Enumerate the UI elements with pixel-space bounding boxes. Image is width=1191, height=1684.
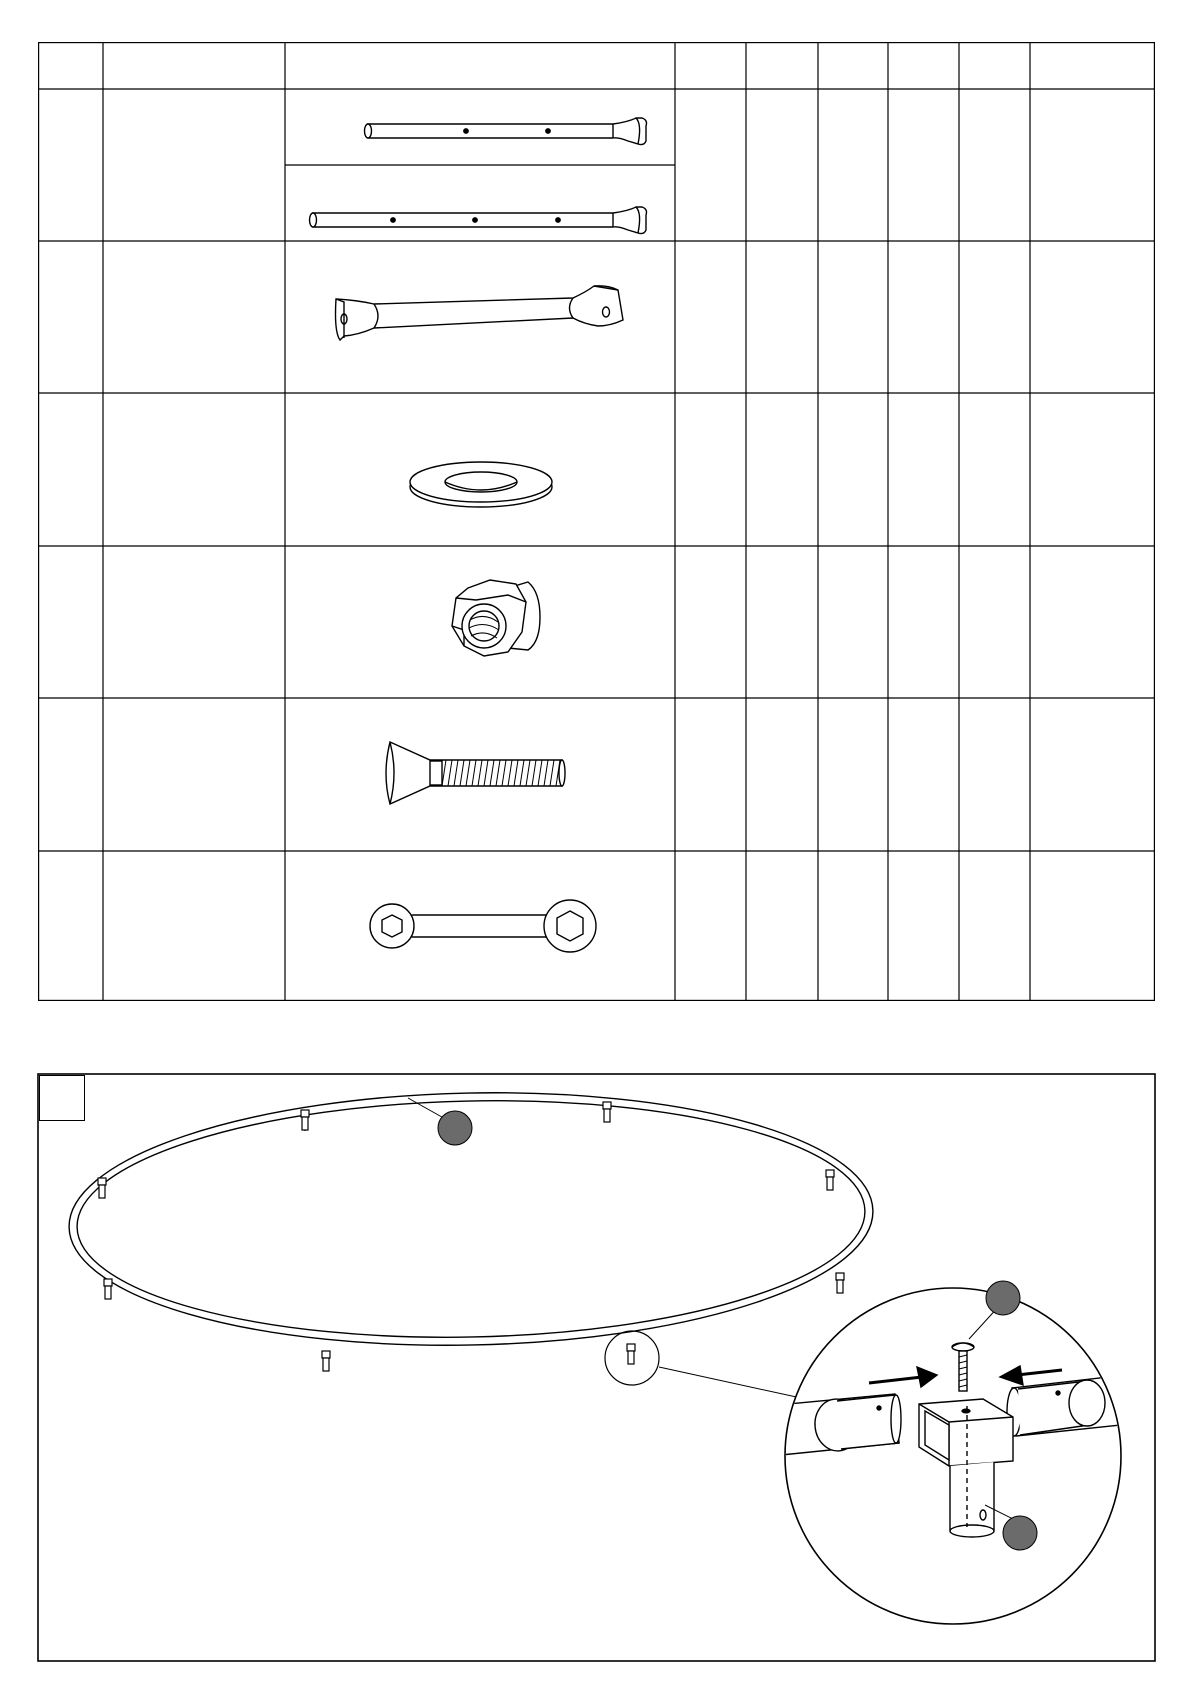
parts-table-grid bbox=[38, 42, 1155, 1001]
socket-2 bbox=[603, 1102, 611, 1122]
assembly-step-panel bbox=[37, 1073, 1156, 1662]
leg-brace-icon bbox=[336, 286, 624, 340]
tube-short-icon bbox=[365, 118, 647, 145]
socket-1 bbox=[301, 1110, 309, 1131]
socket-3 bbox=[98, 1178, 106, 1198]
parts-table bbox=[38, 42, 1155, 1001]
socket-7 bbox=[322, 1351, 330, 1371]
socket-6 bbox=[836, 1273, 844, 1293]
socket-4 bbox=[826, 1170, 834, 1190]
bolt-callout bbox=[986, 1281, 1020, 1315]
wrench-icon bbox=[370, 900, 596, 952]
socket-5 bbox=[104, 1279, 112, 1299]
leg-callout bbox=[1003, 1516, 1037, 1550]
washer-icon bbox=[410, 462, 552, 507]
assembly-diagram bbox=[37, 1073, 1156, 1662]
tube-long-icon bbox=[310, 207, 647, 234]
carriage-bolt-icon bbox=[386, 742, 565, 804]
socket-8 bbox=[627, 1344, 635, 1364]
nut-icon bbox=[452, 580, 540, 656]
step-number-box bbox=[39, 1075, 85, 1121]
